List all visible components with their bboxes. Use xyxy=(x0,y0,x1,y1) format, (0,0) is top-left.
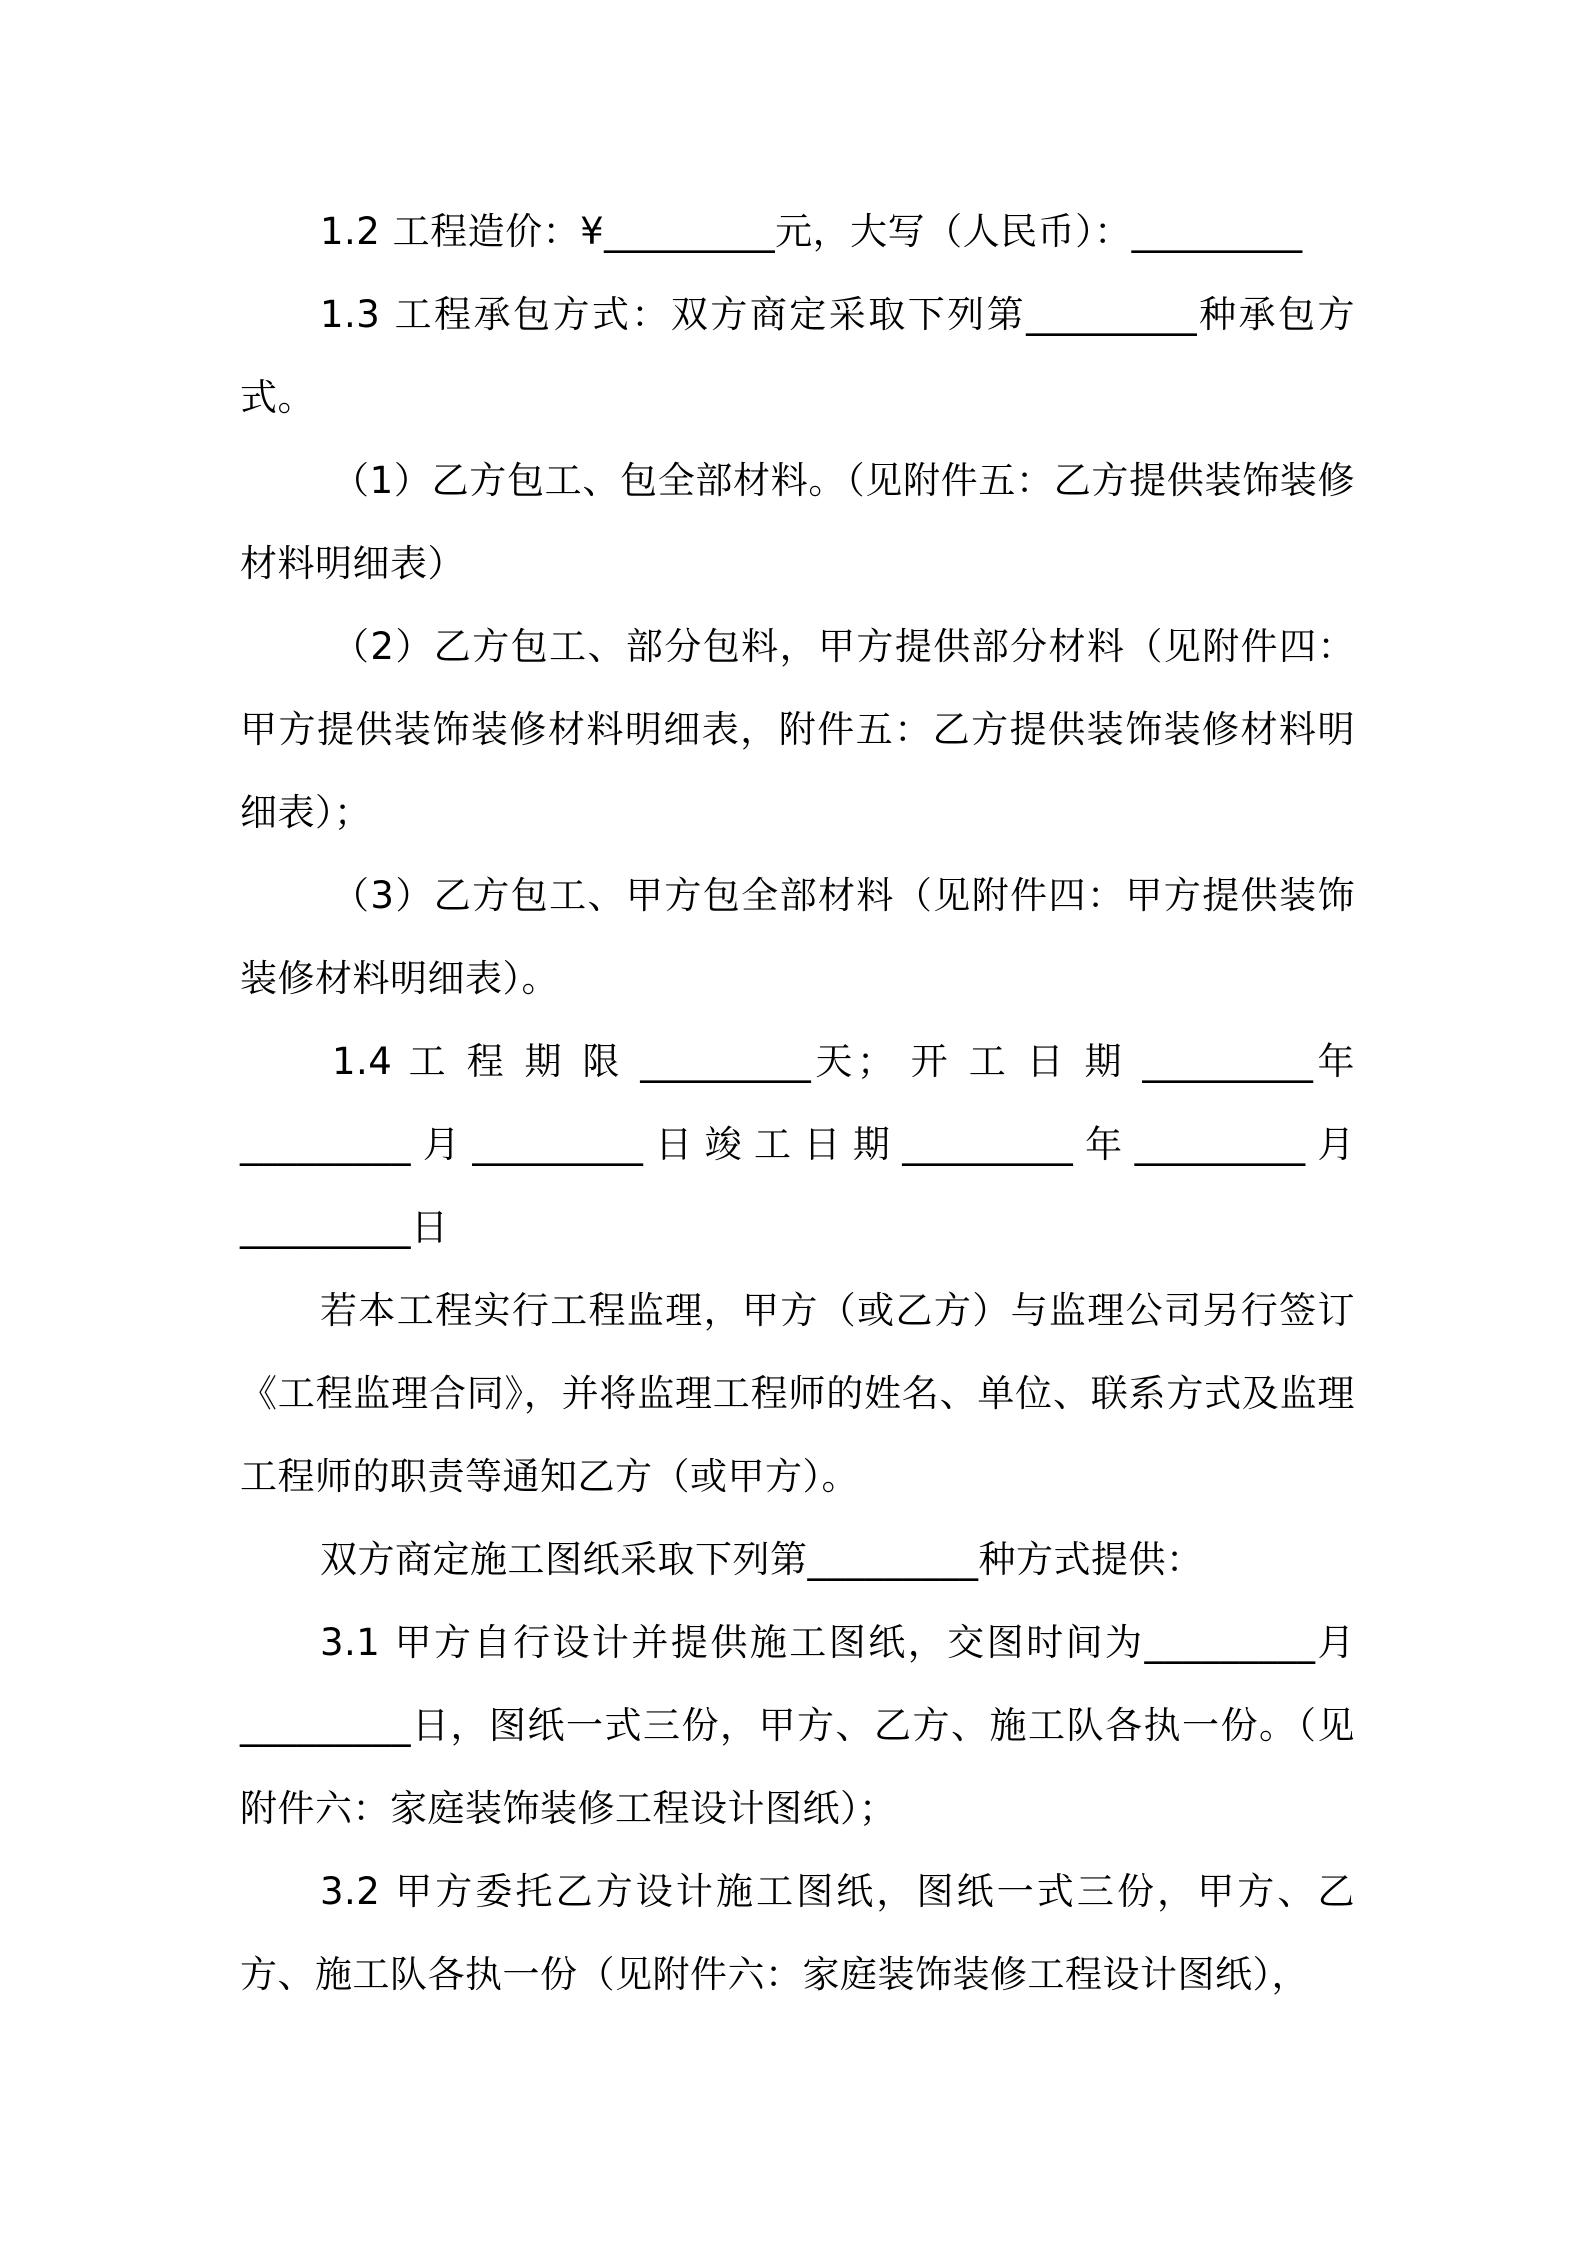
clause-1-2-project-cost: 1.2 工程造价：¥_________元，大写（人民币）：_________ xyxy=(320,210,1303,253)
clause-3-2-contractor-design: 3.2 甲方委托乙方设计施工图纸，图纸一式三份，甲方、乙方、施工队各执一份（见附件六：家庭装饰装修工程设计图纸）， xyxy=(240,1870,1355,1996)
contract-option-2: （2）乙方包工、部分包料，甲方提供部分材料（见附件四：甲方提供装饰装修材料明细表，附件五：乙方提供装饰装修材料明细表）； xyxy=(240,625,1355,834)
clause-1-4-project-period: 1.4 工 程 期 限 _________天； 开 工 日 期 _________年_________月_________日竣工日期_________年_________月_________日 xyxy=(240,1040,1355,1249)
clause-3-1-owner-design: 3.1 甲方自行设计并提供施工图纸，交图时间为_________月_________日，图纸一式三份，甲方、乙方、施工队各执一份。（见附件六：家庭装饰装修工程设计图纸）； xyxy=(240,1621,1355,1830)
contract-option-1: （1）乙方包工、包全部材料。（见附件五：乙方提供装饰装修材料明细表） xyxy=(240,459,1355,585)
clause-1-3-contract-method: 1.3 工程承包方式：双方商定采取下列第_________种承包方式。 xyxy=(240,293,1355,419)
document-body xyxy=(240,190,1355,2016)
supervision-paragraph: 若本工程实行工程监理，甲方（或乙方）与监理公司另行签订《工程监理合同》，并将监理工程师的姓名、单位、联系方式及监理工程师的职责等通知乙方（或甲方）。 xyxy=(240,1289,1355,1498)
drawing-method-paragraph: 双方商定施工图纸采取下列第_________种方式提供： xyxy=(320,1538,1204,1581)
contract-option-3: （3）乙方包工、甲方包全部材料（见附件四：甲方提供装饰装修材料明细表）。 xyxy=(240,874,1355,1000)
